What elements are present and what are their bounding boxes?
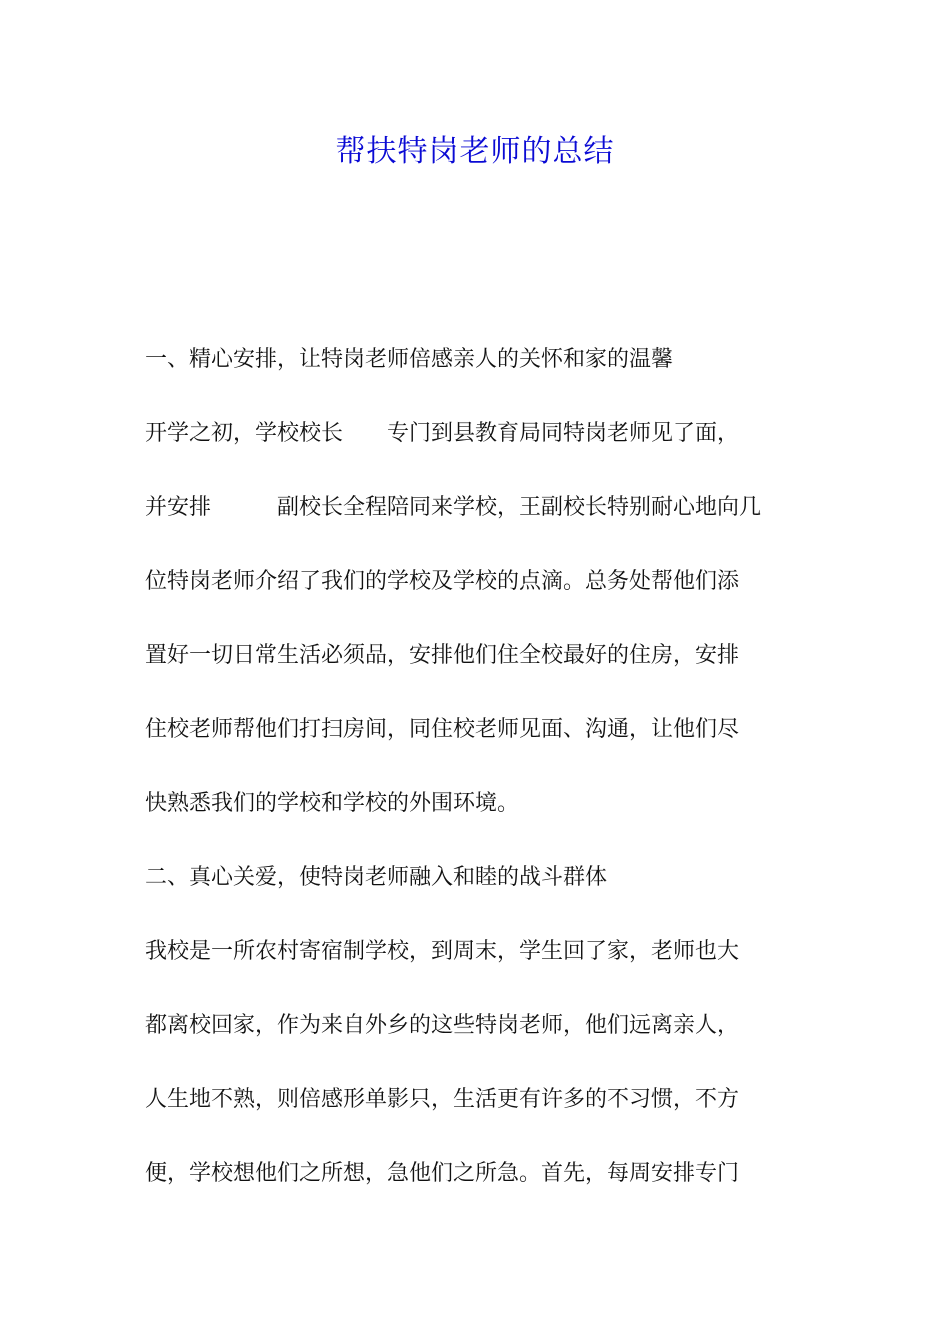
body-line: 我校是一所农村寄宿制学校，到周末，学生回了家，老师也大 xyxy=(145,939,740,964)
body-line: 位特岗老师介绍了我们的学校及学校的点滴。总务处帮他们添 xyxy=(145,569,740,594)
body-line: 并安排 副校长全程陪同来学校，王副校长特别耐心地向几 xyxy=(145,495,762,520)
body-line: 人生地不熟，则倍感形单影只，生活更有许多的不习惯，不方 xyxy=(145,1087,740,1112)
body-line: 都离校回家，作为来自外乡的这些特岗老师，他们远离亲人， xyxy=(145,1013,740,1038)
body-line: 住校老师帮他们打扫房间，同住校老师见面、沟通，让他们尽 xyxy=(145,717,740,742)
body-line: 置好一切日常生活必须品，安排他们住全校最好的住房，安排 xyxy=(145,643,740,668)
body-line: 二、真心关爱，使特岗老师融入和睦的战斗群体 xyxy=(145,865,608,890)
document-title: 帮扶特岗老师的总结 xyxy=(335,134,615,169)
document-body xyxy=(145,338,815,1226)
body-line: 开学之初，学校校长 专门到县教育局同特岗老师见了面， xyxy=(145,421,740,446)
body-line: 快熟悉我们的学校和学校的外围环境。 xyxy=(145,791,520,816)
body-line: 一、精心安排，让特岗老师倍感亲人的关怀和家的温馨 xyxy=(145,347,674,372)
body-line: 便，学校想他们之所想，急他们之所急。首先，每周安排专门 xyxy=(145,1161,740,1186)
